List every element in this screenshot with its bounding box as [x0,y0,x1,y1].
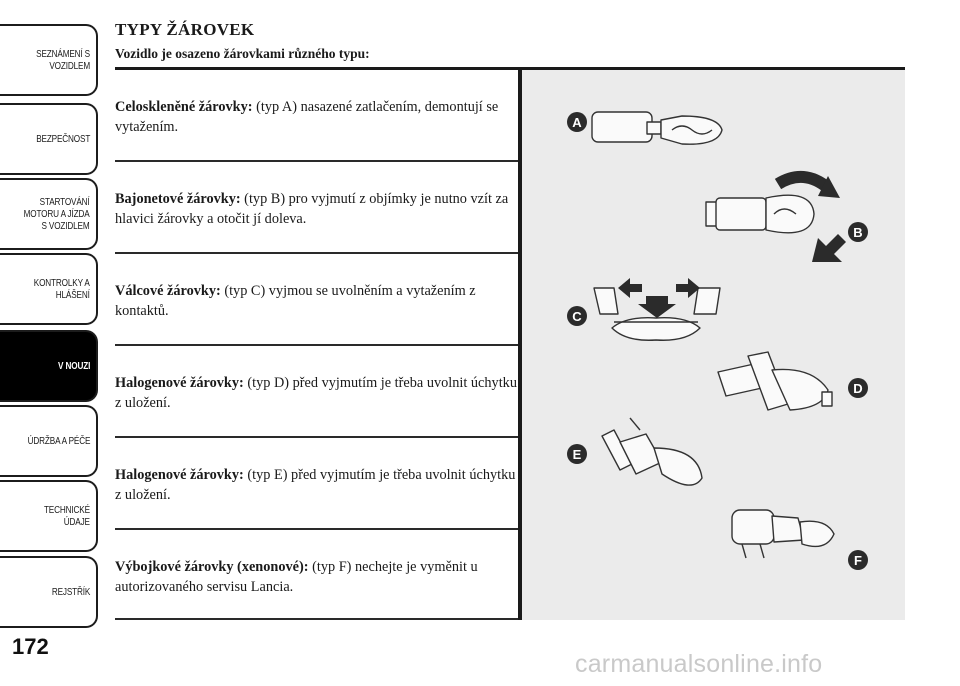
bulb-f-image [732,510,834,558]
entry-type-d [115,373,518,413]
entry-text: (typ C) vyjmou se uvolněním a vytažením z kontaktů. [115,283,476,319]
label-c: C [572,309,582,324]
bulb-c-image [594,278,720,340]
bulb-e-image [602,418,702,485]
tab-bezpecnost[interactable] [0,103,98,175]
entry-type-f [115,557,518,597]
tab-label: KONTROLKY A HLÁŠENÍ [34,277,90,301]
entry-term: Výbojkové žárovky (xenonové): [115,559,309,575]
entry-divider [115,160,518,162]
entry-divider [115,528,518,530]
label-f: F [854,553,862,568]
tab-label: TECHNICKÉ ÚDAJE [44,504,90,528]
bulb-illustration [522,70,905,620]
page-number: 172 [12,634,49,659]
entry-divider [115,618,518,620]
entry-divider [115,436,518,438]
tab-startovani[interactable] [0,178,98,250]
label-a: A [572,115,582,130]
tab-seznameni[interactable] [0,24,98,96]
bulb-a-image [592,112,722,144]
entry-text: (typ B) pro vyjmutí z objímky je nutno vzít za hlavici žárovky a otočit jí doleva. [115,191,509,227]
entry-term: Halogenové žárovky: [115,467,244,483]
entry-type-b [115,189,518,229]
tab-label: BEZPEČNOST [36,133,90,145]
page-title: TYPY ŽÁROVEK [115,20,255,39]
tab-technicke[interactable] [0,480,98,552]
tab-kontrolky[interactable] [0,253,98,325]
tab-label: SEZNÁMENÍ S VOZIDLEM [36,48,90,72]
entry-type-a [115,97,518,137]
page-subtitle: Vozidlo je osazeno žárovkami různého typu: [115,46,370,61]
entry-term: Bajonetové žárovky: [115,191,241,207]
bulb-d-image [718,352,832,410]
label-d: D [853,381,863,396]
bulb-drawing [522,70,905,620]
watermark: carmanualsonline.info [575,650,823,678]
entry-term: Halogenové žárovky: [115,375,244,391]
label-b: B [853,225,863,240]
entry-term: Celoskleněné žárovky: [115,99,253,115]
tab-label: V NOUZI [57,360,90,372]
bulb-b-image [706,176,846,262]
tab-udrzba[interactable] [0,405,98,477]
entry-text: (typ E) před vyjmutím je třeba uvolnit úchytku z uložení. [115,467,516,503]
tab-rejstrik[interactable] [0,556,98,628]
entry-text: (typ A) nasazené zatlačením, demontují se vytažením. [115,99,499,135]
tab-label: ÚDRŽBA A PÉČE [27,435,90,447]
label-e: E [572,447,582,462]
entry-type-c [115,281,518,321]
tab-label: STARTOVÁNÍ MOTORU A JÍZDA S VOZIDLEM [24,196,90,232]
tab-v-nouzi[interactable] [0,330,98,402]
entry-text: (typ D) před vyjmutím je třeba uvolnit úchytku z uložení. [115,375,517,411]
tab-label: REJSTŘÍK [51,586,90,598]
entry-type-e [115,465,518,505]
entry-text: (typ F) nechejte je vyměnit u autorizovaného servisu Lancia. [115,559,478,595]
entry-term: Válcové žárovky: [115,283,221,299]
entry-divider [115,344,518,346]
entry-divider [115,252,518,254]
